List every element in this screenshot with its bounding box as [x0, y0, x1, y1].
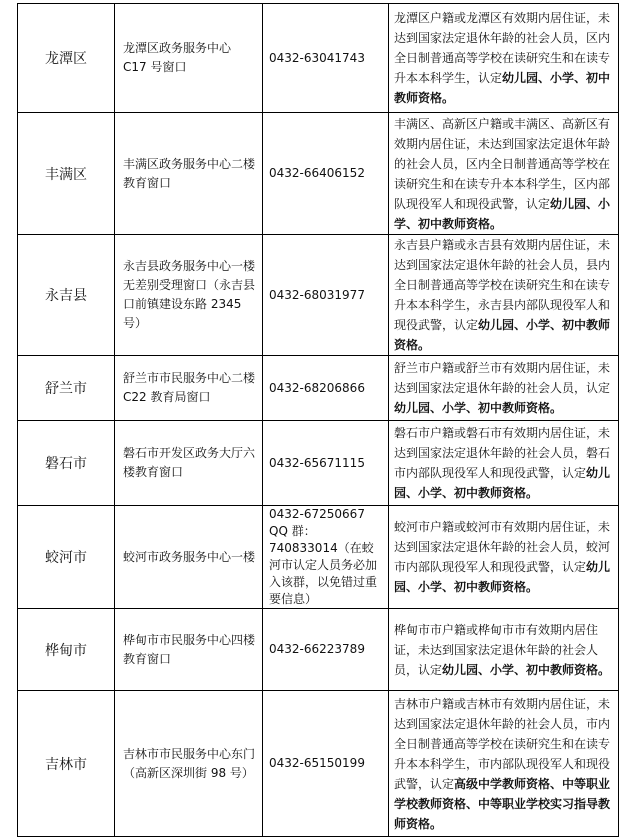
phone-cell: 0432-68206866: [263, 356, 389, 421]
phone-cell: 0432-65671115: [263, 421, 389, 506]
requirements-qualification: 幼儿园、小学、初中教师资格。: [394, 196, 611, 231]
district-cell: 丰满区: [18, 113, 115, 235]
district-cell: 桦甸市: [18, 609, 115, 691]
requirements-text: 舒兰市户籍或舒兰市有效期内居住证，未达到国家法定退休年龄的社会人员，认定: [394, 361, 611, 395]
table-row: [18, 235, 619, 356]
requirements-text: 丰满区、高新区户籍或丰满区、高新区有效期内居住证，未达到国家法定退休年龄的社会人员，区内全日制普通高等学校在读研究生和在读专升本本科学生，区内部队现役军人和现役武警，认定: [394, 116, 611, 211]
location-cell: 舒兰市市民服务中心二楼 C22 教育局窗口: [115, 356, 263, 421]
requirements-text: 磐石市户籍或磐石市有效期内居住证，未达到国家法定退休年龄的社会人员，磐石市内部队现役军人和现役武警，认定: [394, 426, 611, 480]
requirements-text: 蛟河市户籍或蛟河市有效期内居住证，未达到国家法定退休年龄的社会人员，蛟河市内部队现役军人和现役武警，认定: [394, 520, 611, 574]
district-cell: 蛟河市: [18, 506, 115, 609]
location-cell: 吉林市市民服务中心东门（高新区深圳街 98 号）: [115, 691, 263, 837]
phone-cell: 0432-67250667 QQ 群：740833014（在蛟河市认定人员务必加入该群，以免错过重要信息）: [263, 506, 389, 609]
requirements-text: 吉林市户籍或吉林市有效期内居住证，未达到国家法定退休年龄的社会人员，市内全日制普通高等学校在读研究生和在读专升本本科学生，市内部队现役军人和现役武警，认定: [394, 696, 611, 791]
requirements-cell: [389, 113, 619, 235]
requirements-qualification: 幼儿园、小学、初中教师资格。: [442, 662, 611, 677]
requirements-cell: [389, 235, 619, 356]
phone-cell: 0432-65150199: [263, 691, 389, 837]
table-row: [18, 691, 619, 837]
location-cell: 丰满区政务服务中心二楼教育窗口: [115, 113, 263, 235]
district-cell: 吉林市: [18, 691, 115, 837]
district-cell: 磐石市: [18, 421, 115, 506]
requirements-text: 龙潭区户籍或龙潭区有效期内居住证，未达到国家法定退休年龄的社会人员，区内全日制普通高等学校在读研究生和在读专升本本科学生，认定: [394, 11, 611, 85]
table-row: [18, 609, 619, 691]
table-row: [18, 421, 619, 506]
requirements-text: 永吉县户籍或永吉县有效期内居住证，未达到国家法定退休年龄的社会人员，县内全日制普通高等学校在读研究生和在读专升本本科学生，永吉县内部队现役军人和现役武警，认定: [394, 238, 611, 332]
location-cell: 桦甸市市民服务中心四楼教育窗口: [115, 609, 263, 691]
requirements-cell: [389, 356, 619, 421]
table-row: [18, 113, 619, 235]
requirements-qualification: 幼儿园、小学、初中教师资格。: [394, 466, 611, 500]
requirements-cell: [389, 421, 619, 506]
district-cell: 永吉县: [18, 235, 115, 356]
requirements-qualification: 幼儿园、小学、初中教师资格。: [394, 560, 611, 594]
requirements-cell: [389, 609, 619, 691]
location-cell: 龙潭区政务服务中心 C17 号窗口: [115, 4, 263, 113]
requirements-qualification: 幼儿园、小学、初中教师资格。: [394, 71, 611, 105]
phone-cell: 0432-63041743: [263, 4, 389, 113]
district-cell: 舒兰市: [18, 356, 115, 421]
phone-cell: 0432-68031977: [263, 235, 389, 356]
requirements-qualification: 高级中学教师资格、中等职业学校教师资格、中等职业学校实习指导教师资格。: [394, 776, 611, 831]
certification-table: [17, 3, 619, 837]
table-row: [18, 506, 619, 609]
requirements-qualification: 幼儿园、小学、初中教师资格。: [394, 401, 563, 415]
location-cell: 永吉县政务服务中心一楼无差别受理窗口（永吉县口前镇建设东路 2345 号）: [115, 235, 263, 356]
phone-cell: 0432-66406152: [263, 113, 389, 235]
phone-cell: 0432-66223789: [263, 609, 389, 691]
requirements-cell: [389, 506, 619, 609]
requirements-cell: [389, 4, 619, 113]
requirements-qualification: 幼儿园、小学、初中教师资格。: [394, 318, 611, 352]
requirements-text: 桦甸市市户籍或桦甸市市有效期内居住证，未达到国家法定退休年龄的社会人员，认定: [394, 622, 599, 677]
district-cell: 龙潭区: [18, 4, 115, 113]
table-row: [18, 4, 619, 113]
location-cell: 磐石市开发区政务大厅六楼教育窗口: [115, 421, 263, 506]
location-cell: 蛟河市政务服务中心一楼: [115, 506, 263, 609]
table-row: [18, 356, 619, 421]
requirements-cell: [389, 691, 619, 837]
